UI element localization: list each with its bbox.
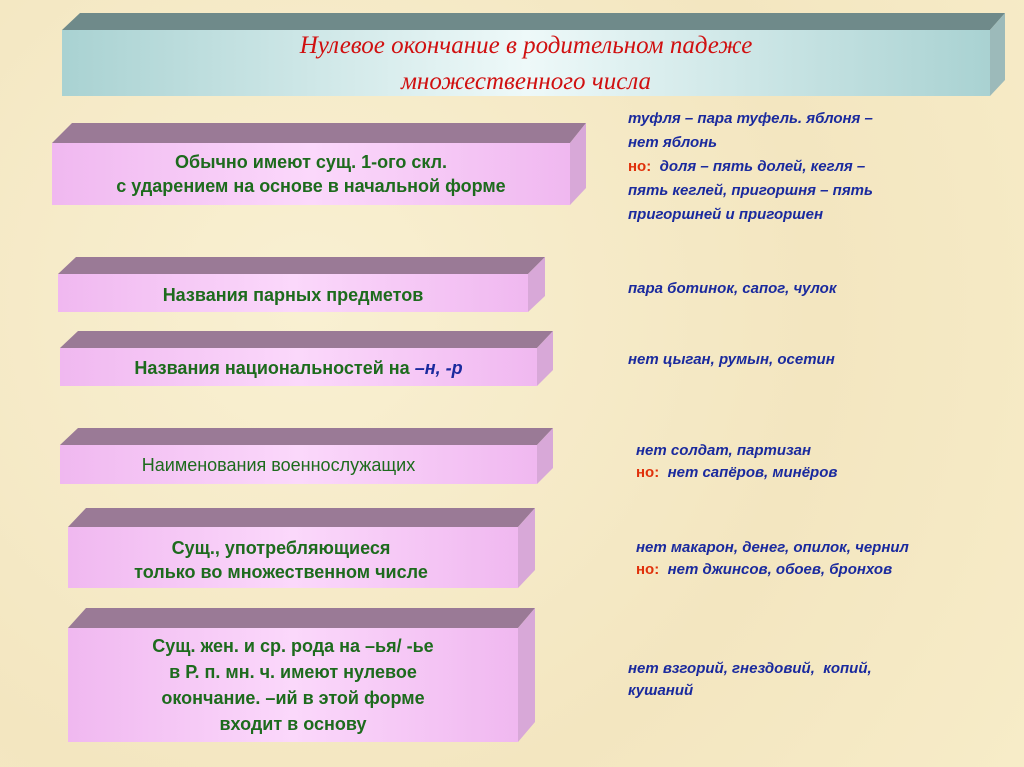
example-text: нет макарон, денег, опилок, чернил	[636, 539, 909, 556]
example-text: пригоршней и пригоршен	[628, 206, 824, 223]
example-4	[636, 440, 837, 484]
rule-text-main: Названия национальностей на	[134, 358, 415, 378]
rule-suffix: –н, -р	[414, 358, 463, 378]
rule-6	[68, 628, 518, 742]
rule-text: Сущ. жен. и ср. рода на –ья/ -ье	[152, 636, 434, 656]
example-text: нет сапёров, минёров	[667, 464, 838, 481]
rule-text: Названия парных предметов	[162, 285, 424, 305]
example-text: пара ботинок, сапог, чулок	[628, 280, 837, 297]
rule-text: Наименования военнослужащих	[141, 455, 416, 475]
slide-title	[62, 28, 990, 96]
rule-text: Обычно имеют сущ. 1-ого скл.	[174, 152, 448, 172]
rule-3	[60, 348, 537, 388]
example-text: нет солдат, партизан	[636, 442, 812, 459]
example-text: нет взгорий, гнездовий, копий,	[628, 660, 872, 677]
but-label: но:	[636, 561, 660, 578]
example-text: нет цыган, румын, осетин	[628, 351, 835, 368]
example-text: кушаний	[628, 682, 694, 699]
rule-5	[56, 527, 506, 592]
rule-text: только во множественном числе	[134, 561, 428, 582]
title-line-1: Нулевое окончание в родительном падеже	[299, 32, 753, 59]
rule-text: в Р. п. мн. ч. имеют нулевое	[169, 662, 417, 682]
example-text: нет джинсов, обоев, бронхов	[667, 561, 893, 578]
title-line-2: множественного числа	[400, 68, 652, 95]
rule-1	[52, 143, 570, 205]
example-1	[628, 107, 873, 227]
example-2	[628, 278, 836, 300]
rule-text: Сущ., употребляющиеся	[171, 537, 391, 558]
rule-4	[40, 445, 517, 485]
example-text: туфля – пара туфель. яблоня –	[628, 110, 873, 127]
example-3	[628, 349, 835, 371]
rule-text	[134, 356, 462, 380]
but-label: но:	[636, 464, 660, 481]
example-5	[636, 537, 909, 581]
example-text: пять кеглей, пригоршня – пять	[628, 182, 873, 199]
but-label: но:	[628, 158, 652, 175]
example-text: доля – пять долей, кегля –	[659, 158, 866, 175]
rule-text: окончание. –ий в этой форме	[161, 688, 425, 708]
rule-text: входит в основу	[219, 714, 367, 734]
example-text: нет яблонь	[628, 134, 718, 151]
rule-2	[58, 274, 528, 316]
rule-text: с ударением на основе в начальной форме	[116, 176, 506, 196]
example-6	[628, 658, 872, 702]
